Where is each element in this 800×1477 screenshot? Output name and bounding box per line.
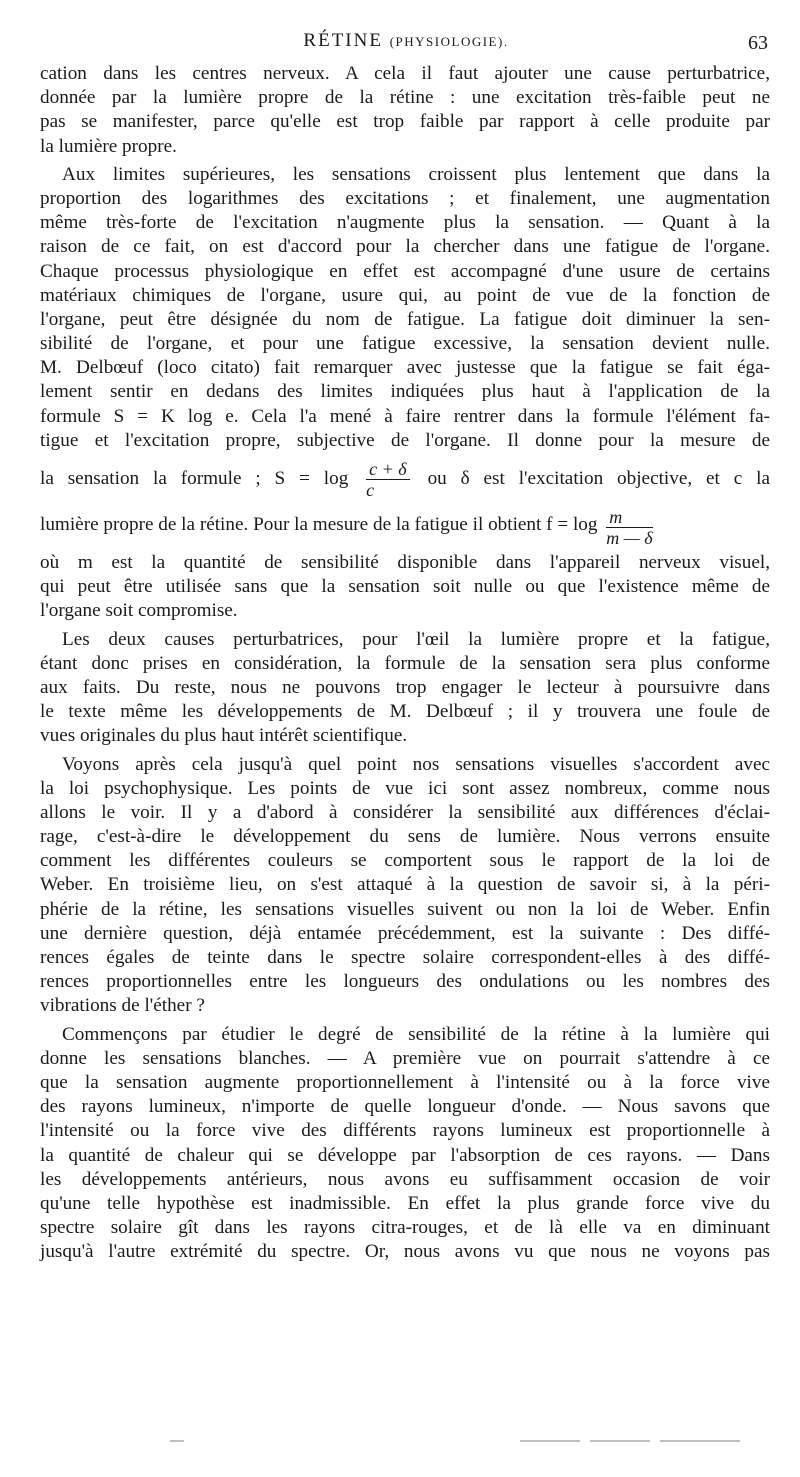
text-line: que la sensation augmente proportionnellement à l'intensité ou à la force vive [40, 1071, 770, 1093]
text-line: sibilité de l'organe, et pour une fatigue excessive, la sensation devient nulle. [40, 333, 770, 355]
text-line: formule S = K log e. Cela l'a mené à faire rentrer dans la formule l'élément fa- [40, 405, 770, 427]
formula-line-sensation [40, 453, 770, 505]
text-line: vibrations de l'éther ? [40, 995, 205, 1017]
text-line: rences égales de teinte dans le spectre solaire correspondent-elles à des diffé- [40, 947, 770, 968]
text-line: la quantité de chaleur qui se développe par l'absorption de ces rayons. — Dans [40, 1144, 770, 1166]
fatigue-fraction [606, 507, 652, 548]
text-line: l'organe, peut être désignée du nom de fatigue. La fatigue doit diminuer la sen- [40, 308, 770, 330]
text-line: lement sentir en dedans des limites indiquées plus haut à l'application de la [40, 381, 770, 403]
text-line: spectre solaire gît dans les rayons citra-rouges, et de là elle va en diminuant [40, 1217, 770, 1239]
text-line: une dernière question, déjà entamée précédemment, est la suivante : Des diffé- [40, 922, 770, 944]
formula-line-fatigue [40, 505, 770, 551]
text-line: rences proportionnelles entre les longueurs des ondulations ou les nombres des [40, 971, 770, 993]
text-line: jusqu'à l'autre extrémité du spectre. Or, nous avons vu que nous ne voyons pas [40, 1241, 770, 1263]
text-line: cation dans les centres nerveux. A cela il faut ajouter une cause perturbatrice, [40, 63, 770, 84]
scan-mark [170, 1440, 184, 1442]
text-line: l'organe soit compromise. [40, 600, 238, 622]
fraction-denominator: c [366, 480, 375, 501]
text-line: raison de ce fait, on est d'accord pour la chercher dans une fatigue de l'organe. [40, 236, 770, 258]
page-number: 63 [748, 32, 768, 54]
running-title-main: RÉTINE [303, 30, 383, 51]
text-line: donne les sensations blanches. — A première vue on pourrait s'attendre à ce [40, 1047, 770, 1069]
text-line: Aux limites supérieures, les sensations croissent plus lentement que dans la [62, 163, 770, 185]
fraction-denominator: m — δ [606, 528, 653, 548]
running-title-sub: (PHYSIOLOGIE). [389, 34, 509, 49]
text-line: rage, c'est-à-dire le développement du sens de lumière. Nous verrons ensuite [40, 826, 770, 848]
text-line: Weber. En troisième lieu, on s'est attaqué à la question de savoir si, à la péri- [40, 874, 770, 896]
text-line: la loi psychophysique. Les points de vue ici sont assez nombreux, comme nous [40, 777, 770, 799]
text-line: qui peut être utilisée sans que la sensation soit nulle ou que l'existence même de [40, 576, 770, 598]
text-line: vues originales du plus haut intérêt scientifique. [40, 725, 408, 747]
text-fragment: lumière propre de la rétine. Pour la mesure de la fatigue il obtient f = log [40, 514, 598, 535]
text-line: allons le voir. Il y a d'abord à considérer la sensibilité aux différences d'éclai- [40, 801, 770, 823]
fraction-numerator: m [606, 507, 652, 528]
text-line: qu'une telle hypothèse est inadmissible. En effet la plus grande force vive du [40, 1192, 770, 1214]
text-line: aux faits. Du reste, nous ne pouvons trop engager le lecteur à poursuivre dans [40, 676, 770, 698]
text-line: la lumière propre. [40, 135, 177, 157]
text-line: où m est la quantité de sensibilité disponible dans l'appareil nerveux visuel, [40, 552, 770, 573]
text-line: des rayons lumineux, n'importe de quelle longueur d'onde. — Nous savons que [40, 1096, 770, 1118]
text-line: tigue et l'excitation propre, subjective de l'organe. Il donne pour la mesure de [40, 429, 770, 451]
text-line: matériaux chimiques de l'organe, usure qui, au point de vue de la fonction de [40, 284, 770, 306]
text-fragment: ou δ est l'excitation objective, et c la [427, 468, 770, 489]
page-header [40, 28, 772, 58]
scan-mark [590, 1440, 650, 1442]
text-line: Chaque processus physiologique en effet est accompagné d'une usure de certains [40, 260, 770, 282]
fraction-numerator: c + δ [366, 459, 410, 480]
text-line: pas se manifester, parce qu'elle est trop faible par rapport à celle produite par [40, 111, 770, 133]
sensation-fraction [366, 459, 410, 500]
text-line: Commençons par étudier le degré de sensibilité de la rétine à la lumière qui [62, 1023, 770, 1045]
text-line: proportion des logarithmes des excitations ; et finalement, une augmentation [40, 187, 770, 209]
text-line: le texte même les développements de M. Delbœuf ; il y trouvera une foule de [40, 701, 770, 723]
text-line: l'intensité ou la force vive des différents rayons lumineux est proportionnelle à [40, 1120, 770, 1142]
footer-scan-marks [150, 1440, 750, 1446]
text-line: les développements antérieurs, nous avons eu suffisamment occasion de voir [40, 1168, 770, 1190]
text-line: phérie de la rétine, les sensations visuelles suivent ou non la loi de Weber. Enfin [40, 898, 770, 920]
text-line: M. Delbœuf (loco citato) fait remarquer avec justesse que la fatigue se fait éga- [40, 357, 770, 379]
text-line: Voyons après cela jusqu'à quel point nos sensations visuelles s'accordent avec [62, 753, 770, 775]
text-line: étant donc prises en considération, la formule de la sensation sera plus conforme [40, 652, 770, 674]
running-title [40, 30, 772, 52]
text-line: Les deux causes perturbatrices, pour l'œil la lumière propre et la fatigue, [62, 628, 770, 650]
page-body [40, 62, 770, 1264]
scan-mark [520, 1440, 580, 1442]
text-fragment: la sensation la formule ; S = log [40, 468, 349, 489]
text-line: donnée par la lumière propre de la rétine : une excitation très-faible peut ne [40, 87, 770, 109]
scan-mark [660, 1440, 740, 1442]
text-line: même très-forte de l'excitation n'augmente plus la sensation. — Quant à la [40, 212, 770, 234]
text-line: comment les différentes couleurs se comportent sous le rapport de la loi de [40, 850, 770, 872]
